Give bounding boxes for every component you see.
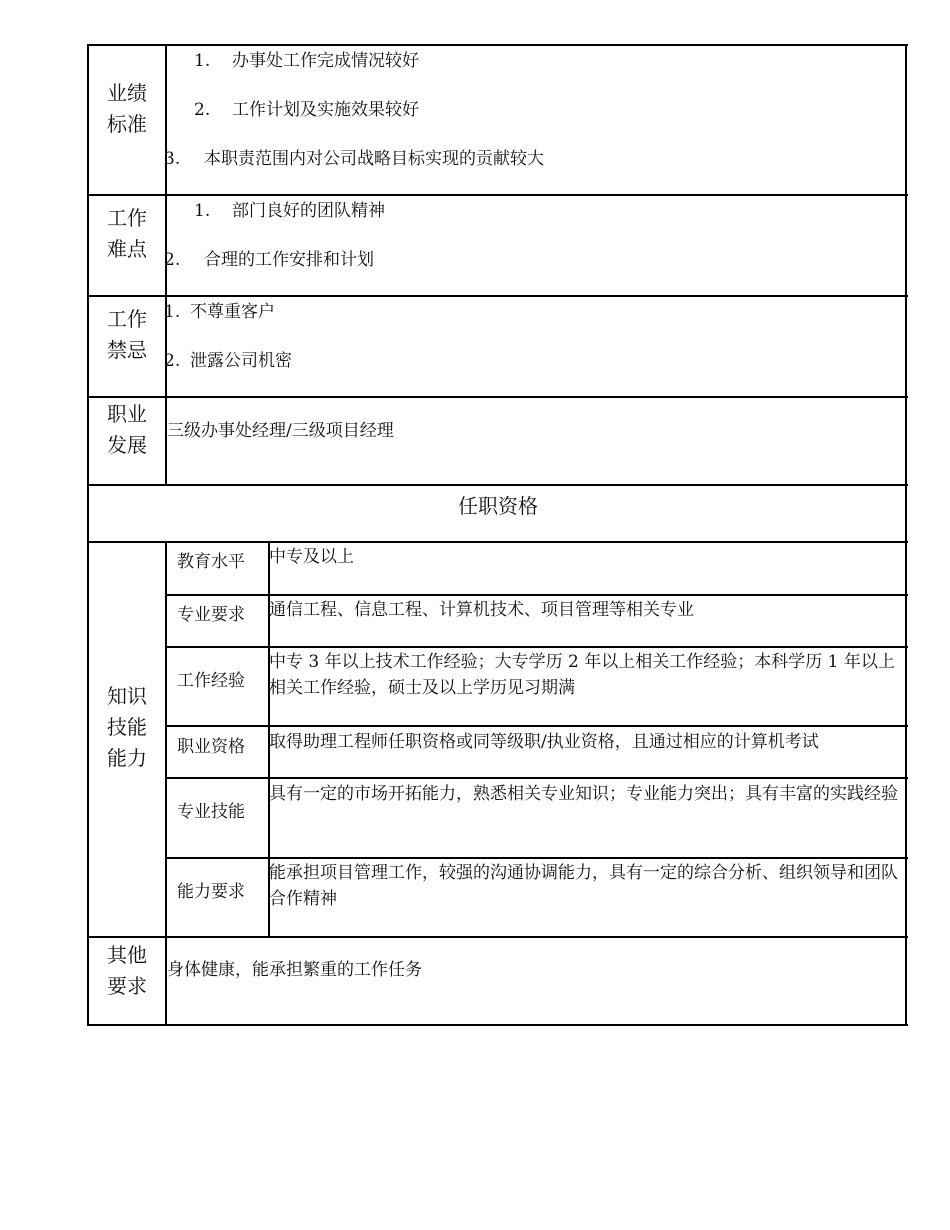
list-number: 2. <box>194 100 211 120</box>
list-item: 工作计划及实施效果较好 <box>232 100 419 120</box>
row-value: 取得助理工程师任职资格或同等级职/执业资格，且通过相应的计算机考试 <box>269 732 819 752</box>
list-number: 2. <box>164 351 181 371</box>
row-name: 专业要求 <box>177 605 245 625</box>
taboo-label <box>88 304 166 366</box>
row-value: 中专 3 年以上技术工作经验；大专学历 2 年以上相关工作经验；本科学历 1 年以上相关工作经验，硕士及以上学历见习期满 <box>269 652 895 698</box>
row-value: 通信工程、信息工程、计算机技术、项目管理等相关专业 <box>269 600 694 620</box>
label-line: 工作 <box>107 206 147 230</box>
divider <box>88 484 908 486</box>
row-name: 教育水平 <box>177 552 245 572</box>
divider <box>166 857 908 859</box>
career-path: 三级办事处经理/三级项目经理 <box>167 421 394 441</box>
difficulty-label <box>88 203 166 265</box>
list-number: 1. <box>194 201 211 221</box>
row-name: 职业资格 <box>177 737 245 757</box>
divider <box>87 44 89 1026</box>
divider <box>166 777 908 779</box>
label-line: 其他 <box>107 943 147 967</box>
divider <box>88 541 908 543</box>
knowledge-label <box>88 681 166 774</box>
label-line: 禁忌 <box>107 338 147 362</box>
label-line: 标准 <box>107 112 147 136</box>
career-label <box>88 399 166 461</box>
label-line: 难点 <box>107 237 147 261</box>
other-requirements: 身体健康，能承担繁重的工作任务 <box>167 960 422 980</box>
list-item: 不尊重客户 <box>190 302 275 322</box>
row-name: 工作经验 <box>177 671 245 691</box>
divider <box>88 1024 908 1026</box>
other-label <box>88 940 166 1002</box>
label-line: 技能 <box>107 715 147 739</box>
performance-label <box>88 78 166 140</box>
list-item: 部门良好的团队精神 <box>232 201 385 221</box>
row-value: 中专及以上 <box>269 547 354 567</box>
divider <box>166 725 908 727</box>
divider <box>166 594 908 596</box>
row-value: 具有一定的市场开拓能力，熟悉相关专业知识；专业能力突出；具有丰富的实践经验 <box>269 784 898 804</box>
divider <box>88 936 908 938</box>
divider <box>88 295 908 297</box>
label-line: 工作 <box>107 307 147 331</box>
label-line: 要求 <box>107 974 147 998</box>
list-item: 本职责范围内对公司战略目标实现的贡献较大 <box>204 149 544 169</box>
list-item: 泄露公司机密 <box>190 351 292 371</box>
divider <box>166 646 908 648</box>
list-item: 合理的工作安排和计划 <box>204 250 374 270</box>
row-name: 专业技能 <box>177 802 245 822</box>
label-line: 职业 <box>107 402 147 426</box>
list-number: 2. <box>164 250 181 270</box>
row-value: 能承担项目管理工作，较强的沟通协调能力，具有一定的综合分析、组织领导和团队合作精神 <box>269 863 898 909</box>
list-number: 3. <box>164 149 181 169</box>
qualification-header: 任职资格 <box>458 494 538 518</box>
list-item: 办事处工作完成情况较好 <box>232 51 419 71</box>
label-line: 知识 <box>107 684 147 708</box>
label-line: 业绩 <box>107 81 147 105</box>
list-number: 1. <box>194 51 211 71</box>
divider <box>905 44 907 1026</box>
label-line: 发展 <box>107 433 147 457</box>
list-number: 1. <box>164 302 181 322</box>
label-line: 能力 <box>107 746 147 770</box>
row-name: 能力要求 <box>177 882 245 902</box>
divider <box>88 44 908 46</box>
divider <box>88 396 908 398</box>
divider <box>88 194 908 196</box>
